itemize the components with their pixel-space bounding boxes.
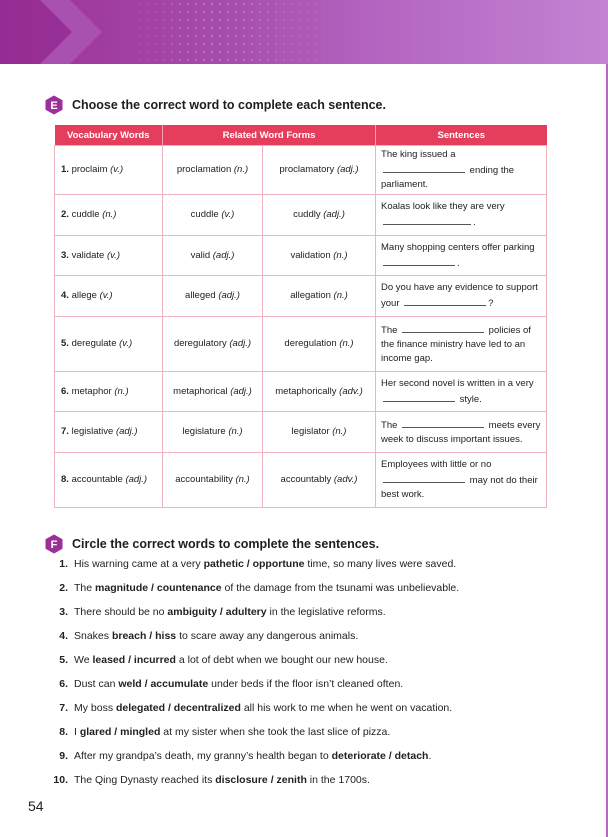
answer-blank[interactable] bbox=[404, 295, 486, 306]
sentence-text-before: Many shopping centers offer parking bbox=[381, 241, 535, 253]
sentence-text-after: . bbox=[473, 217, 476, 228]
row-number: 2. bbox=[61, 209, 69, 220]
sentence-text-before: The bbox=[381, 325, 398, 336]
sentence-text-after: to scare away any dangerous animals. bbox=[179, 630, 359, 642]
sentence-text-after: under beds if the floor isn’t cleaned often. bbox=[211, 678, 404, 690]
word-form-cell bbox=[263, 276, 376, 317]
part-of-speech: (v.) bbox=[119, 338, 133, 349]
sentence-text-after: style. bbox=[459, 393, 482, 405]
sentence-text-before: Snakes bbox=[74, 630, 110, 642]
page-number: 54 bbox=[28, 798, 44, 814]
word-form: legislature bbox=[182, 426, 226, 437]
sentence-text-after: . bbox=[457, 257, 460, 269]
word-choice-options[interactable]: deteriorate / detach bbox=[331, 750, 429, 762]
row-number: 8. bbox=[61, 474, 69, 485]
section-f-letter: F bbox=[50, 539, 58, 551]
header-banner bbox=[0, 0, 608, 64]
sentence-cell bbox=[376, 276, 547, 317]
vocabulary-word-cell bbox=[55, 276, 163, 317]
word-form-cell bbox=[263, 195, 376, 236]
section-e-badge bbox=[44, 95, 64, 115]
vocabulary-word: metaphor bbox=[71, 385, 112, 397]
sentence-text-after: policies of the finance ministry have led to an income gap. bbox=[381, 325, 531, 364]
row-number: 7. bbox=[61, 426, 69, 437]
item-sentence bbox=[74, 772, 370, 796]
vocabulary-word: accountable bbox=[71, 474, 123, 485]
part-of-speech: (adj.) bbox=[336, 164, 359, 175]
word-form-cell bbox=[163, 146, 263, 195]
item-sentence bbox=[74, 700, 452, 724]
sentence-cell bbox=[376, 453, 547, 508]
section-f-badge bbox=[44, 534, 64, 554]
item-sentence bbox=[74, 556, 456, 580]
part-of-speech: (n.) bbox=[333, 290, 348, 301]
word-form: alleged bbox=[185, 290, 216, 301]
word-choice-options[interactable]: ambiguity / adultery bbox=[167, 606, 267, 618]
item-sentence bbox=[74, 652, 388, 676]
sentence-text-after: . bbox=[428, 750, 432, 762]
item-number: 10. bbox=[53, 774, 68, 786]
vocabulary-word-cell bbox=[55, 453, 163, 508]
word-form-cell bbox=[163, 236, 263, 276]
vocabulary-table bbox=[54, 125, 547, 508]
header-sentences: Sentences bbox=[376, 125, 547, 146]
part-of-speech: (v.) bbox=[221, 209, 235, 220]
word-choice-options[interactable]: delegated / decentralized bbox=[116, 702, 241, 714]
part-of-speech: (adj.) bbox=[212, 249, 235, 261]
table-row bbox=[55, 372, 547, 412]
part-of-speech: (adj.) bbox=[115, 426, 138, 437]
word-choice-options[interactable]: breach / hiss bbox=[111, 630, 177, 642]
sentence-cell bbox=[376, 195, 547, 236]
vocabulary-word: allege bbox=[71, 290, 97, 301]
word-form-cell bbox=[163, 453, 263, 508]
word-form-cell bbox=[263, 372, 376, 412]
sentence-text-after: a lot of debt when we bought our new house. bbox=[178, 654, 388, 666]
sentence-text-after: meets every week to discuss important issues. bbox=[381, 420, 541, 445]
word-choice-options[interactable]: pathetic / opportune bbox=[203, 558, 305, 570]
table-row bbox=[55, 236, 547, 276]
word-form: accountably bbox=[280, 474, 332, 485]
sentence-text-before: After my grandpa’s death, my granny’s health began to bbox=[74, 750, 329, 762]
item-sentence bbox=[74, 748, 431, 772]
answer-blank[interactable] bbox=[383, 472, 465, 483]
word-form: valid bbox=[190, 249, 211, 261]
sentence-text-after: all his work to me when he went on vacation. bbox=[243, 702, 453, 714]
sentence-text-before: The bbox=[381, 420, 398, 431]
word-form: proclamation bbox=[176, 164, 232, 175]
part-of-speech: (n.) bbox=[228, 426, 243, 437]
table-header-row bbox=[55, 125, 547, 146]
vocabulary-word: legislative bbox=[71, 426, 114, 437]
word-form: proclamatory bbox=[279, 164, 335, 175]
sentence-cell bbox=[376, 317, 547, 372]
row-number: 6. bbox=[61, 385, 69, 397]
sentence-text-after: in the 1700s. bbox=[309, 774, 370, 786]
sentence-text-before: There should be no bbox=[74, 606, 165, 618]
item-number: 6. bbox=[59, 678, 68, 690]
word-form-cell bbox=[263, 317, 376, 372]
circle-words-list bbox=[50, 556, 459, 796]
sentence-cell bbox=[376, 372, 547, 412]
table-row bbox=[55, 453, 547, 508]
word-form-cell bbox=[163, 276, 263, 317]
sentence-text-before: Employees with little or no bbox=[381, 459, 492, 470]
item-sentence bbox=[74, 724, 390, 748]
list-item bbox=[50, 628, 459, 652]
sentence-text-before: We bbox=[74, 654, 90, 666]
word-form: legislator bbox=[291, 426, 330, 437]
part-of-speech: (n.) bbox=[114, 385, 129, 397]
word-form-cell bbox=[263, 453, 376, 508]
word-form-cell bbox=[263, 412, 376, 453]
item-number: 8. bbox=[59, 726, 68, 738]
word-form-cell bbox=[163, 317, 263, 372]
item-number: 2. bbox=[59, 582, 68, 594]
item-sentence bbox=[74, 676, 403, 700]
word-form-cell bbox=[163, 412, 263, 453]
vocabulary-word-cell bbox=[55, 317, 163, 372]
item-number: 7. bbox=[59, 702, 68, 714]
item-sentence bbox=[74, 604, 386, 628]
list-item bbox=[50, 604, 459, 628]
sentence-cell bbox=[376, 146, 547, 195]
word-form-cell bbox=[163, 372, 263, 412]
part-of-speech: (n.) bbox=[102, 209, 117, 220]
part-of-speech: (n.) bbox=[332, 426, 347, 437]
row-number: 1. bbox=[61, 164, 69, 175]
word-form: deregulation bbox=[284, 338, 337, 349]
word-form: metaphorical bbox=[173, 385, 228, 397]
word-form-cell bbox=[263, 146, 376, 195]
section-e-instruction: Choose the correct word to complete each sentence. bbox=[72, 98, 386, 112]
part-of-speech: (v.) bbox=[99, 290, 113, 301]
word-form: allegation bbox=[290, 290, 331, 301]
vocabulary-word-cell bbox=[55, 412, 163, 453]
sentence-text-before: The king issued a bbox=[381, 149, 456, 160]
part-of-speech: (n.) bbox=[235, 474, 250, 485]
part-of-speech: (n.) bbox=[333, 249, 348, 261]
vocabulary-word: proclaim bbox=[71, 164, 108, 175]
answer-blank[interactable] bbox=[383, 214, 471, 225]
sentence-text-after: time, so many lives were saved. bbox=[307, 558, 457, 570]
sentence-text-after: ? bbox=[488, 298, 494, 309]
part-of-speech: (adj.) bbox=[218, 290, 240, 301]
sentence-text-before: Koalas look like they are very bbox=[381, 201, 505, 212]
section-e-heading bbox=[44, 95, 386, 115]
word-form-cell bbox=[263, 236, 376, 276]
part-of-speech: (adv.) bbox=[339, 385, 363, 397]
header-related-word-forms: Related Word Forms bbox=[163, 125, 376, 146]
list-item bbox=[50, 676, 459, 700]
sentence-text-after: in the legislative reforms. bbox=[269, 606, 386, 618]
sentence-text-before: Do you have any evidence to support your bbox=[381, 282, 538, 309]
part-of-speech: (adj.) bbox=[323, 209, 345, 220]
word-form: validation bbox=[290, 249, 331, 261]
sentence-text-before: My boss bbox=[74, 702, 114, 714]
word-choice-options[interactable]: weld / accumulate bbox=[118, 678, 209, 690]
word-form: deregulatory bbox=[173, 338, 227, 349]
list-item bbox=[50, 700, 459, 724]
part-of-speech: (adj.) bbox=[125, 474, 148, 485]
list-item bbox=[50, 556, 459, 580]
sentence-text-before: The bbox=[74, 582, 93, 594]
word-choice-options[interactable]: glared / mingled bbox=[79, 726, 161, 738]
part-of-speech: (adj.) bbox=[230, 385, 252, 397]
table-row bbox=[55, 195, 547, 236]
sentence-text-after: of the damage from the tsunami was unbelievable. bbox=[224, 582, 460, 594]
part-of-speech: (adv.) bbox=[333, 474, 358, 485]
sentence-text-after: ending the parliament. bbox=[381, 165, 515, 190]
section-e-letter: E bbox=[50, 100, 58, 112]
list-item bbox=[50, 580, 459, 604]
sentence-text-after: at my sister when she took the last slice of pizza. bbox=[163, 726, 391, 738]
list-item bbox=[50, 772, 459, 796]
list-item bbox=[50, 724, 459, 748]
chevron-decoration bbox=[0, 0, 130, 64]
sentence-text-before: Her second novel is written in a very bbox=[381, 377, 534, 389]
word-form: cuddle bbox=[190, 209, 219, 220]
item-sentence bbox=[74, 580, 459, 604]
item-number: 5. bbox=[59, 654, 68, 666]
section-f-heading bbox=[44, 534, 379, 554]
answer-blank[interactable] bbox=[402, 322, 484, 333]
answer-blank[interactable] bbox=[383, 255, 455, 266]
part-of-speech: (n.) bbox=[339, 338, 354, 349]
list-item bbox=[50, 652, 459, 676]
word-choice-options[interactable]: disclosure / zenith bbox=[215, 774, 307, 786]
sentence-text-before: His warning came at a very bbox=[74, 558, 201, 570]
part-of-speech: (n.) bbox=[233, 164, 249, 175]
item-number: 4. bbox=[59, 630, 68, 642]
vocabulary-word-cell bbox=[55, 372, 163, 412]
vocabulary-word-cell bbox=[55, 195, 163, 236]
sentence-cell bbox=[376, 236, 547, 276]
item-number: 1. bbox=[59, 558, 68, 570]
row-number: 5. bbox=[61, 338, 69, 349]
row-number: 3. bbox=[61, 249, 69, 261]
sentence-text-after: may not do their best work. bbox=[381, 475, 538, 500]
item-number: 9. bbox=[59, 750, 68, 762]
word-form: cuddly bbox=[293, 209, 321, 220]
section-f-instruction: Circle the correct words to complete the sentences. bbox=[72, 537, 380, 551]
sentence-text-before: I bbox=[74, 726, 77, 738]
vocabulary-word-cell bbox=[55, 236, 163, 276]
part-of-speech: (v.) bbox=[106, 249, 120, 261]
vocabulary-word: deregulate bbox=[71, 338, 117, 349]
vocabulary-word: cuddle bbox=[71, 209, 100, 220]
row-number: 4. bbox=[61, 290, 69, 301]
answer-blank[interactable] bbox=[383, 391, 455, 402]
table-row bbox=[55, 276, 547, 317]
sentence-text-before: Dust can bbox=[74, 678, 116, 690]
word-form: accountability bbox=[175, 474, 233, 485]
part-of-speech: (adj.) bbox=[229, 338, 252, 349]
header-vocabulary-words: Vocabulary Words bbox=[55, 125, 163, 146]
list-item bbox=[50, 748, 459, 772]
word-choice-options[interactable]: magnitude / countenance bbox=[95, 582, 222, 594]
dot-pattern bbox=[120, 0, 350, 64]
word-form: metaphorically bbox=[275, 385, 337, 397]
table-row bbox=[55, 317, 547, 372]
table-row bbox=[55, 146, 547, 195]
vocabulary-word: validate bbox=[71, 249, 105, 261]
answer-blank[interactable] bbox=[383, 162, 465, 173]
item-number: 3. bbox=[59, 606, 68, 618]
sentence-text-before: The Qing Dynasty reached its bbox=[74, 774, 213, 786]
table-row bbox=[55, 412, 547, 453]
sentence-cell bbox=[376, 412, 547, 453]
word-form-cell bbox=[163, 195, 263, 236]
answer-blank[interactable] bbox=[402, 417, 484, 428]
part-of-speech: (v.) bbox=[110, 164, 124, 175]
vocabulary-word-cell bbox=[55, 146, 163, 195]
item-sentence bbox=[74, 628, 358, 652]
word-choice-options[interactable]: leased / incurred bbox=[92, 654, 176, 666]
